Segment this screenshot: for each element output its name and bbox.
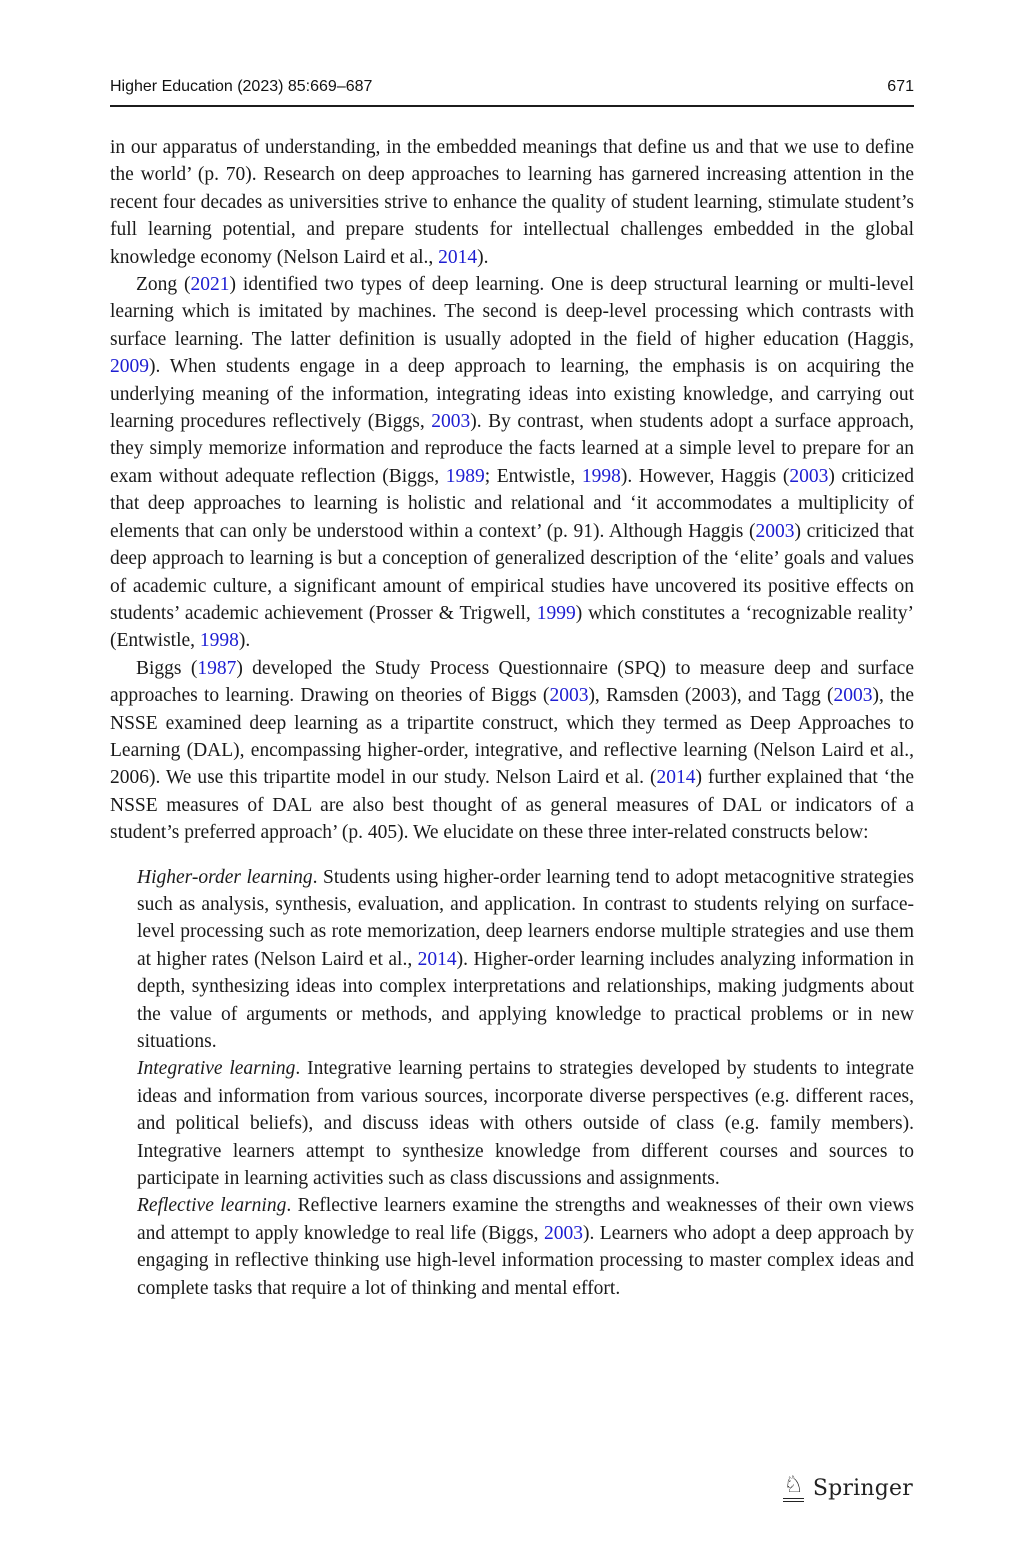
citation-link[interactable]: 1987 — [197, 657, 237, 679]
citation-link[interactable]: 2021 — [190, 274, 230, 296]
text-run: ). — [477, 246, 489, 268]
definition-reflective-learning — [137, 1192, 914, 1302]
paragraph-biggs-spq — [110, 655, 914, 847]
text-run: Biggs ( — [136, 657, 198, 679]
journal-citation: Higher Education (2023) 85:669–687 — [110, 78, 373, 95]
citation-link[interactable]: 2014 — [656, 767, 696, 789]
citation-link[interactable]: 2003 — [755, 520, 795, 542]
text-run: ). Higher-order learning includes analyzing information in depth, synthesizing ideas into complex interpretations and relationships, making judgments about the value of arguments or methods, and applying knowledge to practical problems or in new situations. — [137, 948, 915, 1052]
springer-knight-icon: ♘ — [783, 1474, 804, 1502]
text-run: ) further explained that ‘the NSSE measures of DAL are also best thought of as general measures of DAL or indicators of a student’s preferred approach’ (p. 405). We elucidate on these three inter-related constructs below: — [110, 767, 914, 844]
header-rule — [110, 105, 914, 107]
text-run: ) criticized that deep approach to learning is but a conception of generalized description of the ‘elite’ goals and values of academic culture, a significant amount of empirical studies have uncovered its positive effects on students’ academic achievement (Prosser & Trigwell, — [110, 520, 914, 624]
text-run: ). Learners who adopt a deep approach by engaging in reflective thinking use high-level information processing to master complex ideas and complete tasks that require a lot of thinking and mental effort. — [137, 1222, 914, 1299]
citation-link[interactable]: 1998 — [199, 630, 239, 652]
article-body — [110, 134, 914, 1302]
citation-link[interactable]: 2014 — [438, 246, 478, 268]
page-number: 671 — [887, 78, 914, 95]
citation-link[interactable]: 1989 — [445, 465, 485, 487]
text-run: ). When students engage in a deep approach to learning, the emphasis is on acquiring the underlying meaning of the information, integrating ideas into existing knowledge, and carrying out learning procedures reflectively (Biggs, — [110, 356, 914, 433]
paragraph-zong — [110, 271, 914, 655]
text-run: ), Ramsden (2003), and Tagg ( — [588, 685, 834, 707]
publisher-logo — [783, 1474, 913, 1502]
text-run: . Reflective learners examine the strengths and weaknesses of their own views and attempt to apply knowledge to real life (Biggs, — [137, 1195, 915, 1244]
construct-term: Higher-order learning — [137, 866, 313, 888]
citation-link[interactable]: 2003 — [833, 685, 873, 707]
citation-link[interactable]: 2009 — [110, 356, 149, 378]
text-run: ). By contrast, when students adopt a surface approach, they simply memorize information and reproduce the facts learned at a simple level to prepare for an exam without adequate reflection (Biggs, — [110, 411, 914, 487]
text-run: ; Entwistle, — [484, 465, 582, 487]
text-run: ). — [238, 630, 251, 652]
text-run: ), the NSSE examined deep learning as a tripartite construct, which they termed as Deep Approaches to Learning (DAL), encompassing higher-order, integrative, and reflective learning (Nelson Laird et al., 2006). We use this tripartite model in our study. Nelson Laird et al. ( — [110, 685, 914, 789]
citation-link[interactable]: 2003 — [543, 1222, 583, 1244]
text-run: in our apparatus of understanding, in the embedded meanings that define us and that we use to define the world’ (p. 70). Research on deep approaches to learning has garnered increasing attention in the recent four decades as universities strive to enhance the quality of student learning, stimulate student’s full learning potential, and prepare students for intellectual challenges embedded in the global knowledge economy (Nelson Laird et al., — [110, 137, 914, 268]
text-run: ) criticized that deep approaches to learning is holistic and relational and ‘it accommodates a multiplicity of elements that can only be understood within a context’ (p. 91). Although Haggis ( — [110, 465, 915, 542]
text-run: ) developed the Study Process Questionnaire (SPQ) to measure deep and surface approaches to learning. Drawing on theories of Biggs ( — [110, 657, 914, 707]
text-run: ) which constitutes a ‘recognizable reality’ (Entwistle, — [110, 602, 914, 652]
paragraph-intro — [110, 134, 914, 271]
text-run: ). However, Haggis ( — [620, 465, 790, 487]
construct-definitions — [110, 864, 914, 1303]
definition-higher-order-learning — [137, 864, 914, 1056]
citation-link[interactable]: 1998 — [581, 465, 621, 487]
construct-term: Reflective learning — [137, 1195, 287, 1217]
citation-link[interactable]: 2003 — [431, 411, 471, 433]
text-run: . Students using higher-order learning tend to adopt metacognitive strategies such as analysis, synthesis, evaluation, and application. In contrast to students relying on surface-level processing such as rote memorization, deep learners endorse multiple strategies and use them at higher rates (Nelson Laird et al., — [137, 866, 914, 970]
construct-term: Integrative learning — [137, 1058, 296, 1080]
definition-integrative-learning — [137, 1055, 914, 1192]
running-head — [110, 78, 914, 96]
citation-link[interactable]: 2003 — [549, 685, 589, 707]
text-run: . Integrative learning pertains to strategies developed by students to integrate ideas and information from various sources, incorporate diverse perspectives (e.g. different races, and political beliefs), and discuss ideas with others outside of class (e.g. family members). Integrative learners attempt to synthesize knowledge from different courses and sources to participate in learning activities such as class discussions and assignments. — [137, 1058, 914, 1190]
citation-link[interactable]: 1999 — [536, 602, 576, 624]
text-run: ) identified two types of deep learning. One is deep structural learning or multi-level learning which is imitated by machines. The second is deep-level processing which contrasts with surface learning. The latter definition is usually adopted in the field of higher education (Haggis, — [110, 274, 914, 350]
text-run: Zong ( — [136, 274, 191, 296]
citation-link[interactable]: 2003 — [789, 465, 829, 487]
citation-link[interactable]: 2014 — [417, 948, 457, 970]
publisher-name: Springer — [812, 1475, 913, 1501]
